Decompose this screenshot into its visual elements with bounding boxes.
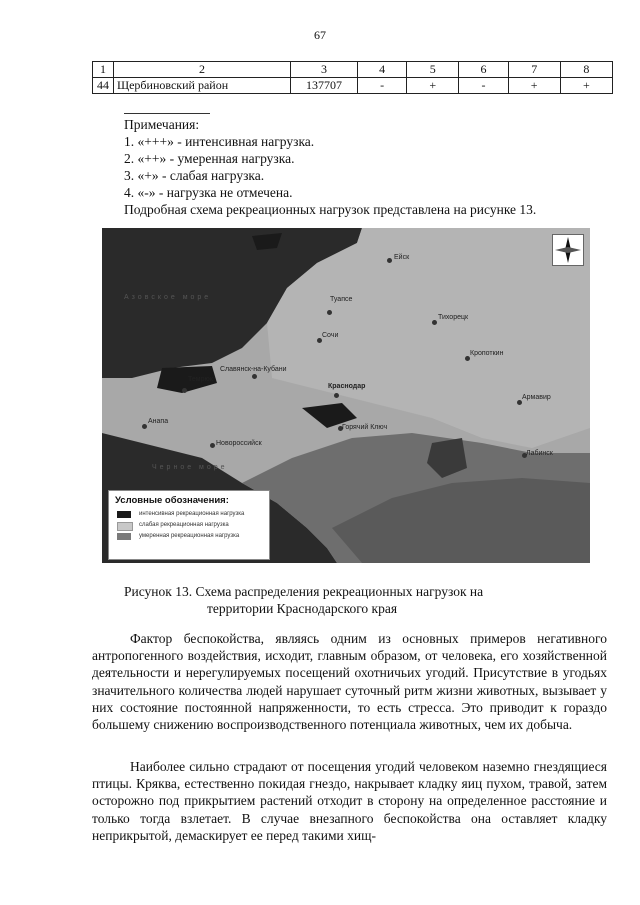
city-marker-icon xyxy=(210,443,215,448)
city-label: Кропоткин xyxy=(470,350,504,357)
city-label: Краснодар xyxy=(328,383,366,390)
recreation-map xyxy=(102,228,590,563)
table-cell: Щербиновский район xyxy=(114,78,291,94)
table-header-cell: 1 xyxy=(93,62,114,78)
table-cell: 44 xyxy=(93,78,114,94)
legend-swatch xyxy=(117,522,133,531)
city-label: Новороссийск xyxy=(216,440,262,447)
city-marker-icon xyxy=(432,320,437,325)
table-header-cell: 6 xyxy=(459,62,508,78)
notes-separator xyxy=(124,113,210,114)
legend-item xyxy=(109,522,269,528)
caption-line: Рисунок 13. Схема распределения рекреационных нагрузок на xyxy=(124,584,484,599)
table-cell: 137707 xyxy=(291,78,358,94)
table-cell: + xyxy=(407,78,459,94)
city-label: Тихорецк xyxy=(438,314,469,321)
legend-swatch xyxy=(117,533,131,540)
table-row xyxy=(93,78,613,94)
city-label: Армавир xyxy=(522,394,551,401)
table-header-cell: 2 xyxy=(114,62,291,78)
city-label: Лабинск xyxy=(526,450,553,457)
paragraph: Фактор беспокойства, являясь одним из основных примеров негативного антропогенного воздействия, исходит, главным образом, от человека, его хозяйственной деятельности и нерегулируемых посещений охотничьих угодий. Присутствие в угодьях значительного количества людей нарушает суточный ритм жизни животных, вызывает у них состояние постоянной напряженности, то есть стресса. Это приводит к гораздо большему снижению воспроизводственного потенциала животных, чем их добыча. xyxy=(92,631,607,733)
notes-title: Примечания: xyxy=(124,117,200,132)
city-marker-icon xyxy=(182,388,187,393)
table-cell: - xyxy=(459,78,508,94)
legend-label: слабая рекреационная нагрузка xyxy=(139,522,229,528)
caption-line: территории Краснодарского края xyxy=(207,601,398,616)
city-marker-icon xyxy=(252,374,257,379)
table-cell: + xyxy=(508,78,560,94)
legend-item xyxy=(109,511,269,517)
notes-block xyxy=(124,116,536,218)
legend-title: Условные обозначения: xyxy=(115,495,229,506)
table-header-cell: 7 xyxy=(508,62,560,78)
city-marker-icon xyxy=(142,424,147,429)
note-item: 3. «+» - слабая нагрузка. xyxy=(124,168,265,183)
figure-reference: Подробная схема рекреационных нагрузок представлена на рисунке 13. xyxy=(124,202,537,217)
city-label: Ейск xyxy=(394,254,410,261)
compass-icon xyxy=(552,234,584,266)
city-marker-icon xyxy=(334,393,339,398)
table-cell: + xyxy=(560,78,612,94)
table-header-cell: 4 xyxy=(358,62,407,78)
city-label: Горячий Ключ xyxy=(342,424,388,431)
table-header-cell: 8 xyxy=(560,62,612,78)
note-item: 4. «-» - нагрузка не отмечена. xyxy=(124,185,293,200)
city-label: Анапа xyxy=(148,418,169,425)
note-item: 2. «++» - умеренная нагрузка. xyxy=(124,151,295,166)
table-header-cell: 5 xyxy=(407,62,459,78)
load-table xyxy=(92,61,613,94)
sea-label: Черное море xyxy=(152,464,228,471)
page-number: 67 xyxy=(314,28,326,42)
city-marker-icon xyxy=(387,258,392,263)
map-legend xyxy=(108,490,270,560)
legend-item xyxy=(109,533,269,539)
city-label: Славянск-на-Кубани xyxy=(220,366,287,373)
city-marker-icon xyxy=(327,310,332,315)
table-header-row xyxy=(93,62,613,78)
paragraph: Наиболее сильно страдают от посещения угодий человеком наземно гнездящиеся птицы. Кряква, естественно покидая гнездо, накрывает кладку яиц пухом, травой, затем осторожно под прикрытием растений отходит в сторону на определенное расстояние и только тогда взлетает. В случае внезапного беспокойства она оставляет кладку неприкрытой, демаскирует ее перед такими хищ- xyxy=(92,759,607,843)
note-item: 1. «+++» - интенсивная нагрузка. xyxy=(124,134,315,149)
sea-label: Азовское море xyxy=(124,294,212,301)
legend-label: интенсивная рекреационная нагрузка xyxy=(139,511,245,517)
city-label: Сочи xyxy=(322,332,339,339)
table-cell: - xyxy=(358,78,407,94)
city-label: Темрюк xyxy=(188,376,213,383)
legend-label: умеренная рекреационная нагрузка xyxy=(139,533,240,539)
table-header-cell: 3 xyxy=(291,62,358,78)
legend-swatch xyxy=(117,511,131,518)
city-label: Туапсе xyxy=(330,296,353,303)
